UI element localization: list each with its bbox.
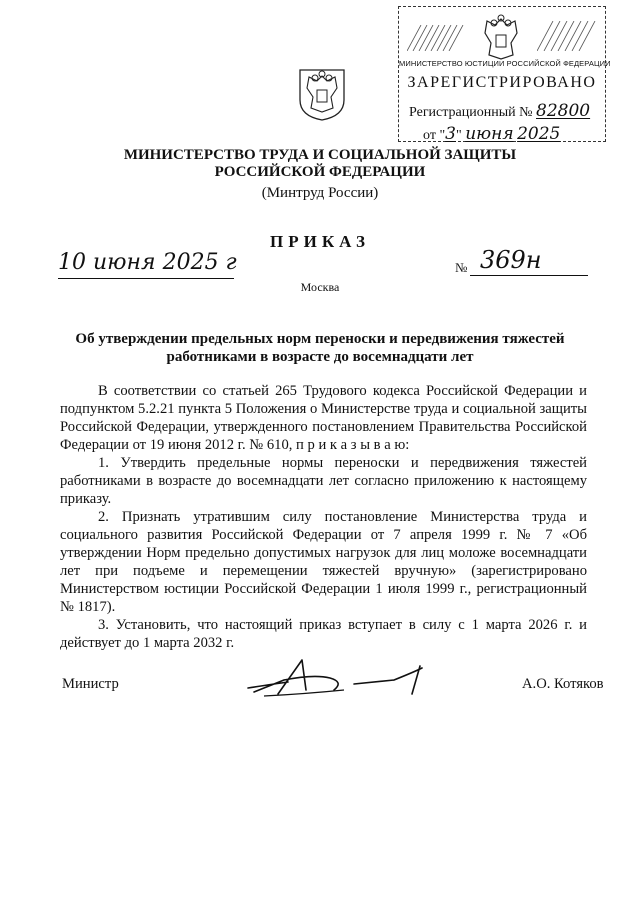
registration-stamp	[398, 6, 611, 144]
stamp-date-year: 2025	[517, 124, 561, 144]
signatory-name: А.О. Котяков	[522, 676, 604, 692]
handwritten-signature	[244, 654, 434, 704]
body-paragraph-item-3: 3. Установить, что настоящий приказ вступает в силу с 1 марта 2026 г. и действует до 1 марта 2032 г.	[60, 617, 587, 651]
body-paragraph-preamble: В соответствии со статьей 265 Трудового кодекса Российской Федерации и подпунктом 5.2.21 пункта 5 Положения о Министерстве труда и социальной защиты Российской Федерации, утвержденного постановлением Правительства Российской Федерации от 19 июня 2012 г. № 610, п р и к а з ы в а ю:	[60, 383, 587, 453]
stamp-registration-number-row	[409, 101, 590, 121]
stamp-hatch-pattern	[407, 25, 465, 51]
stamp-ministry-label: МИНИСТЕРСТВО ЮСТИЦИИ РОССИЙСКОЙ ФЕДЕРАЦИИ	[399, 59, 611, 68]
date-underline	[58, 278, 234, 279]
stamp-eagle-emblem-icon	[477, 13, 525, 63]
body-paragraph-item-2: 2. Признать утратившим силу постановление Министерства труда и социального развития Российской Федерации от 7 апреля 1999 г. № 7 «Об утверждении Норм предельно допустимых нагрузок для лиц моложе восемнадцати лет при подъеме и перемещении тяжестей вручную» (зарегистрировано Министерством юстиции Российской Федерации 1 июля 1999 г., регистрационный № 1817).	[60, 509, 587, 615]
ministry-short-name: (Минтруд России)	[261, 185, 379, 201]
signatory-title: Министр	[62, 676, 119, 692]
coat-of-arms-icon	[298, 66, 346, 122]
stamp-hatch-pattern	[537, 21, 597, 51]
body-paragraph-item-1: 1. Утвердить предельные нормы переноски и передвижения тяжестей работниками в возрасте до восемнадцати лет согласно приложению к настоящему приказу.	[60, 455, 587, 507]
document-title	[60, 330, 580, 366]
city: Москва	[300, 280, 340, 294]
document-title-line1: Об утверждении предельных норм переноски и передвижения тяжестей	[75, 331, 565, 347]
document-title-line2: работниками в возрасте до восемнадцати лет	[166, 349, 474, 365]
stamp-date-month: июня	[465, 124, 514, 144]
ministry-name-line1: МИНИСТЕРСТВО ТРУДА И СОЦИАЛЬНОЙ ЗАЩИТЫ	[123, 147, 517, 163]
order-number-handwritten: 369н	[480, 246, 542, 274]
stamp-registration-number-label: Регистрационный №	[409, 105, 533, 120]
ministry-name-line2: РОССИЙСКОЙ ФЕДЕРАЦИИ	[214, 164, 426, 180]
stamp-date-prefix: от	[423, 128, 436, 143]
document-type: ПРИКАЗ	[270, 232, 370, 251]
ministry-name	[0, 147, 640, 181]
stamp-registered-label: ЗАРЕГИСТРИРОВАНО	[407, 74, 597, 91]
document-body	[60, 382, 587, 652]
stamp-date-day: 3	[445, 124, 456, 144]
stamp-date-row: от "3" июня 2025	[423, 124, 561, 144]
stamp-registration-number: 82800	[536, 101, 591, 121]
order-number-label: №	[455, 260, 468, 275]
order-date-handwritten: 10 июня 2025 г	[58, 250, 237, 275]
number-underline	[470, 275, 588, 276]
